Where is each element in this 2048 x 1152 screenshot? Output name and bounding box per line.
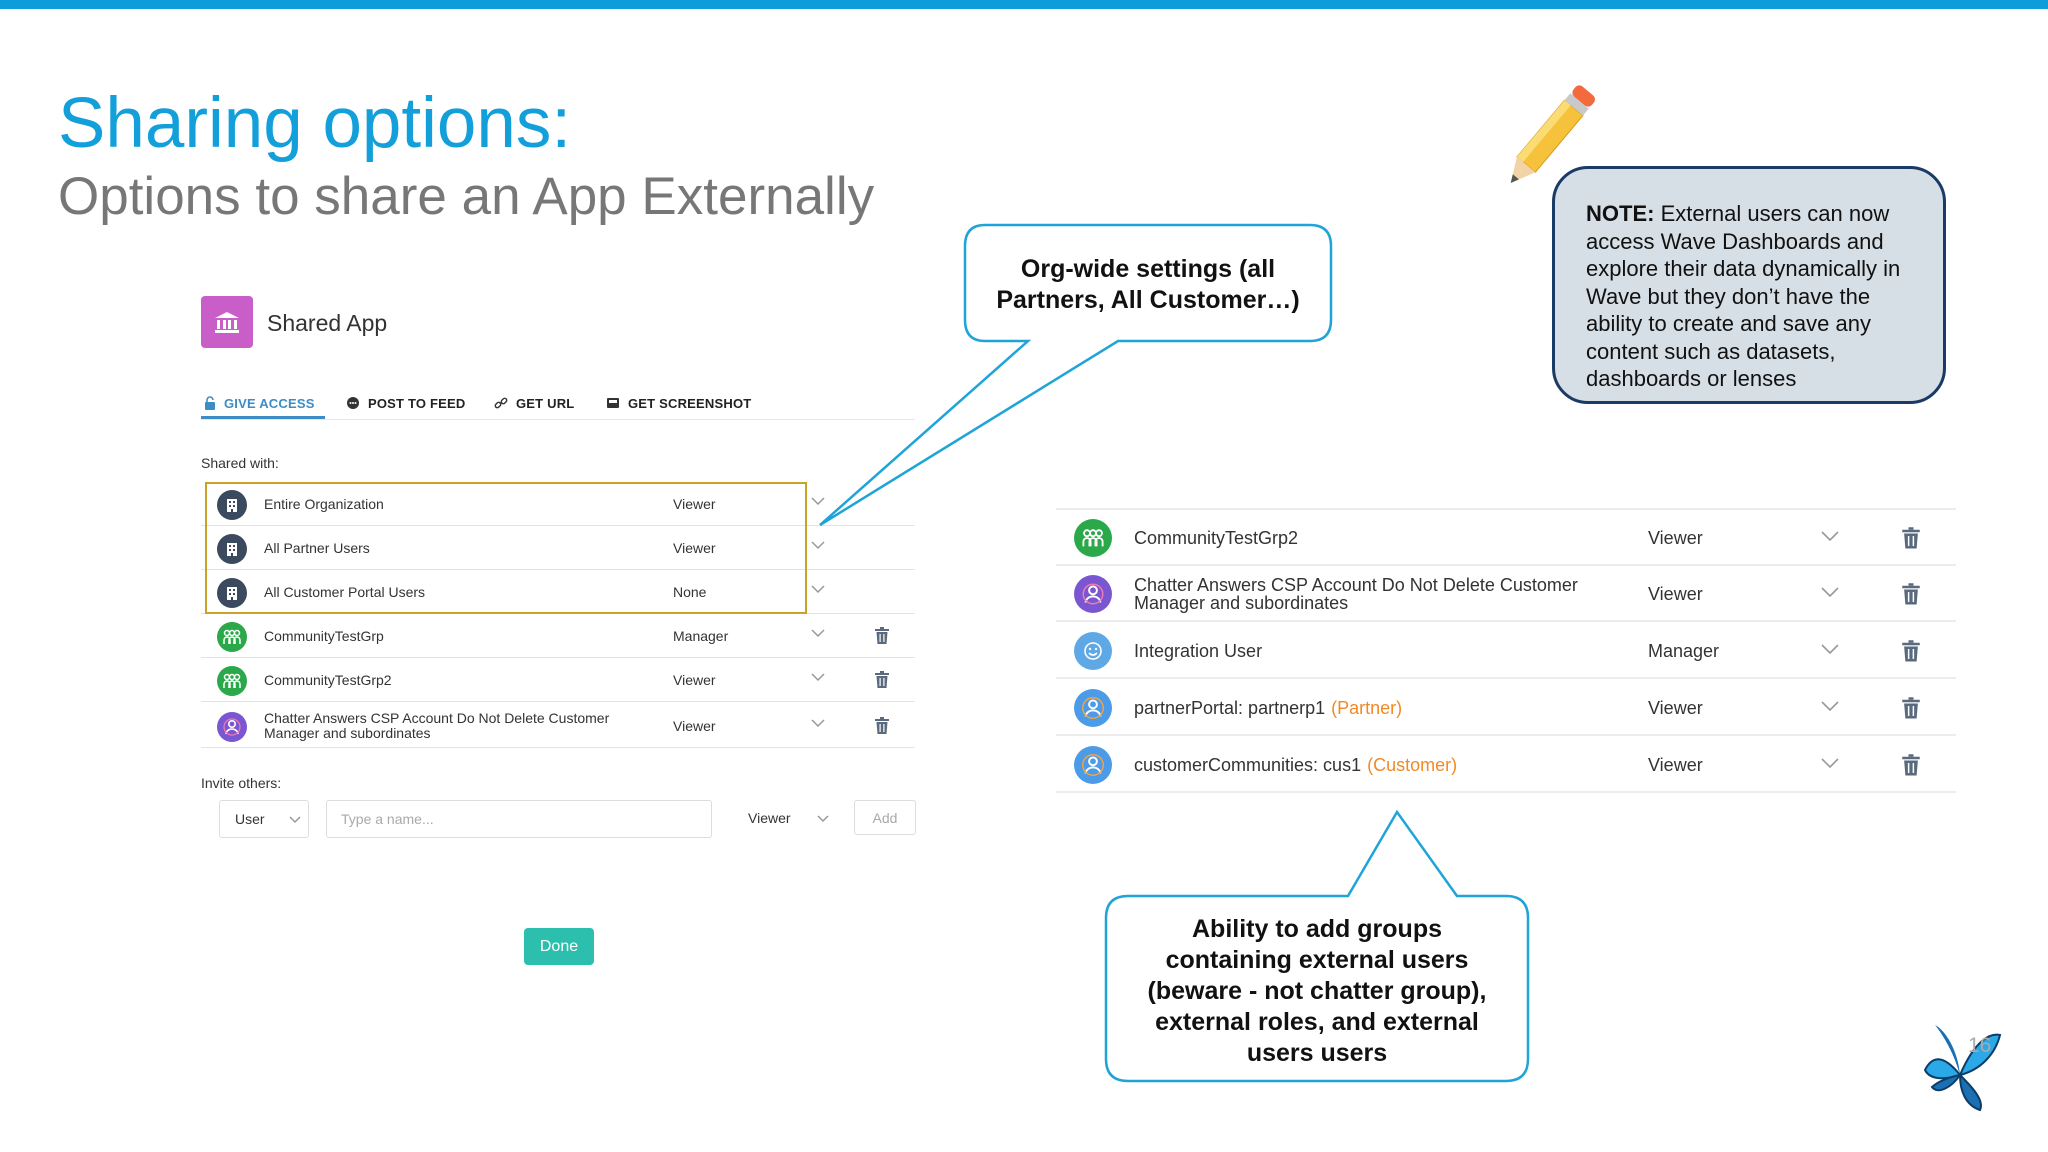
share-row-name: CommunityTestGrp	[264, 627, 384, 644]
table-row-role[interactable]: Viewer	[1648, 527, 1703, 548]
share-row-name: All Partner Users	[264, 539, 370, 556]
share-row-role[interactable]: None	[673, 584, 707, 600]
share-row-role[interactable]: Viewer	[673, 672, 716, 688]
table-row-role[interactable]: Viewer	[1648, 697, 1703, 718]
invite-type-value: User	[235, 811, 265, 827]
note-label: NOTE:	[1586, 201, 1655, 226]
slide-subtitle: Options to share an App Externally	[58, 167, 875, 226]
app-name: Shared App	[267, 310, 388, 336]
note-line: content such as datasets,	[1586, 338, 1836, 364]
note-text	[1586, 200, 1926, 393]
invite-others-label: Invite others:	[201, 775, 282, 791]
callout-line: Ability to add groups	[1192, 915, 1442, 943]
table-row-role[interactable]: Viewer	[1648, 754, 1703, 775]
share-row-role[interactable]: Viewer	[673, 540, 716, 556]
row-name-text: customerCommunities: cus1	[1134, 755, 1362, 775]
note-line: External users can now	[1660, 201, 1890, 226]
note-line: Wave but they don’t have the	[1586, 283, 1871, 309]
tab-get-screenshot-label: GET SCREENSHOT	[628, 395, 752, 411]
share-row-role[interactable]: Viewer	[673, 718, 716, 734]
tab-post-to-feed-label: POST TO FEED	[368, 395, 466, 411]
share-row-name: Entire Organization	[264, 495, 384, 512]
invite-role-value: Viewer	[748, 810, 791, 826]
callout-line: (beware - not chatter group),	[1147, 977, 1487, 1005]
note-line: ability to create and save any	[1586, 311, 1871, 336]
row-name-text: partnerPortal: partnerp1	[1134, 698, 1326, 718]
org-wide-callout-text	[965, 254, 1331, 316]
callout-line: external roles, and external	[1155, 1008, 1479, 1036]
tab-give-access-label: GIVE ACCESS	[224, 395, 315, 411]
share-row-name: All Customer Portal Users	[264, 583, 426, 600]
note-line: access Wave Dashboards and	[1586, 228, 1884, 254]
share-row-name: CommunityTestGrp2	[264, 671, 392, 688]
customer-tag: (Customer)	[1367, 755, 1458, 775]
row-name-text: CommunityTestGrp2	[1134, 528, 1299, 548]
slide-title: Sharing options:	[58, 84, 572, 163]
table-row-role[interactable]: Viewer	[1648, 583, 1703, 604]
shared-with-label: Shared with:	[201, 455, 279, 471]
note-line: explore their data dynamically in	[1586, 256, 1901, 281]
share-row-name: Chatter Answers CSP Account Do Not Delete Customer Manager and subordinates	[264, 710, 610, 741]
groups-callout-text	[1106, 914, 1528, 1069]
done-button[interactable]: Done	[524, 928, 594, 965]
share-row-role[interactable]: Viewer	[673, 496, 716, 512]
callout-line: users users	[1246, 1039, 1388, 1067]
tab-get-url-label: GET URL	[516, 395, 575, 411]
table-row-role[interactable]: Manager	[1648, 640, 1720, 661]
callout-line: Partners, All Customer…)	[996, 286, 1300, 314]
row-name-text: Integration User	[1134, 641, 1263, 661]
partner-tag: (Partner)	[1331, 698, 1403, 718]
note-line: dashboards or lenses	[1586, 366, 1797, 391]
row-name-text: Chatter Answers CSP Account Do Not Delete Customer Manager and subordinates	[1134, 575, 1578, 613]
page-number: 16	[1968, 1034, 1992, 1057]
callout-line: Org-wide settings (all	[1020, 255, 1276, 283]
add-button[interactable]: Add	[854, 800, 916, 835]
invite-name-placeholder: Type a name...	[341, 811, 434, 827]
share-row-role[interactable]: Manager	[673, 628, 729, 644]
callout-line: containing external users	[1165, 946, 1469, 974]
